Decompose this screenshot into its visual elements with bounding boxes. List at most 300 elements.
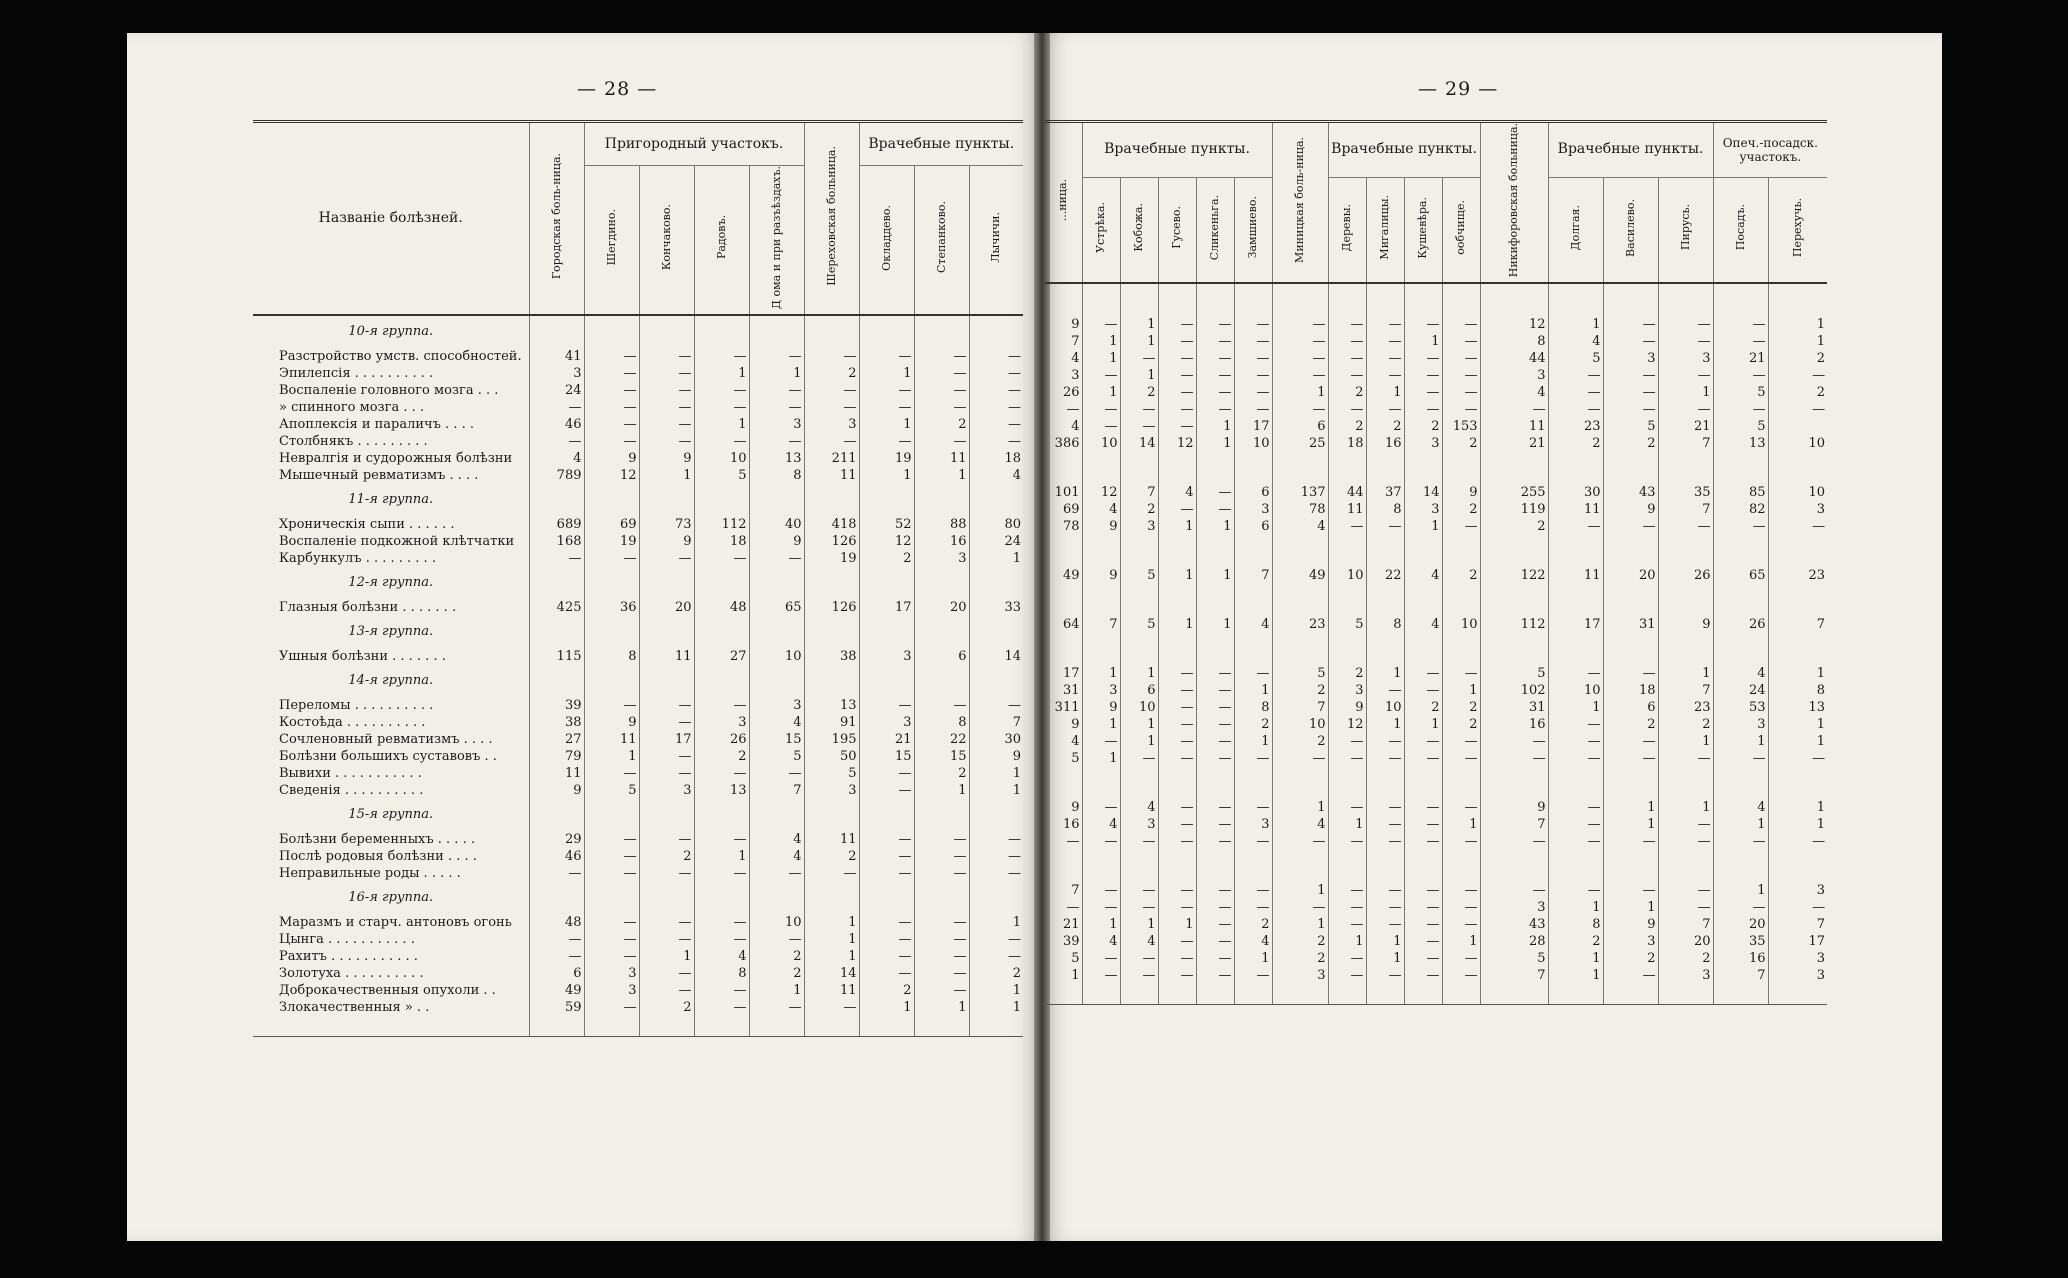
value-cell: — xyxy=(1603,665,1658,682)
value-cell: — xyxy=(1328,950,1366,967)
disease-name: Рахитъ . . . . . . . . . . . xyxy=(279,948,418,964)
value-cell: — xyxy=(584,999,639,1016)
disease-name: Разстройство умств. способностей. xyxy=(279,348,522,364)
col-shegdino: Шегдино. xyxy=(584,166,639,315)
value-cell: 1 xyxy=(694,848,749,865)
table-row xyxy=(253,348,1023,365)
value-cell: 1 xyxy=(1768,665,1827,682)
value-cell: — xyxy=(1404,367,1442,384)
value-cell: — xyxy=(1548,716,1603,733)
group-header-row xyxy=(1045,584,1827,616)
value-cell: 20 xyxy=(1658,933,1713,950)
value-cell: — xyxy=(859,348,914,365)
value-cell: — xyxy=(1404,733,1442,750)
value-cell: 1 xyxy=(969,982,1023,999)
value-cell: — xyxy=(1120,967,1158,984)
col-oobchishe: ообчище. xyxy=(1442,177,1480,283)
value-cell: 1 xyxy=(1196,435,1234,452)
value-cell: 7 xyxy=(969,714,1023,731)
value-cell: — xyxy=(1082,899,1120,916)
value-cell: 48 xyxy=(694,599,749,616)
value-cell: — xyxy=(1196,950,1234,967)
value-cell: — xyxy=(749,399,804,416)
value-cell: — xyxy=(969,433,1023,450)
value-cell: 7 xyxy=(1071,334,1080,350)
sherekh-hospital-header: Шереховская больница. xyxy=(804,122,859,315)
value-cell: — xyxy=(1158,367,1196,384)
value-cell: — xyxy=(1603,833,1658,850)
value-cell: 46 xyxy=(529,848,584,865)
value-cell: — xyxy=(1548,799,1603,816)
value-cell: 2 xyxy=(1120,384,1158,401)
value-cell: 3 xyxy=(1768,950,1827,967)
value-cell: — xyxy=(1658,333,1713,350)
value-cell: 1 xyxy=(1603,899,1658,916)
value-cell: — xyxy=(914,948,969,965)
value-cell: 1 xyxy=(969,914,1023,931)
col-kushevera: Кушевѣра. xyxy=(1404,177,1442,283)
value-cell: 7 xyxy=(1658,501,1713,518)
value-cell: 2 xyxy=(1768,350,1827,367)
value-cell: 5 xyxy=(1713,418,1768,435)
table-row xyxy=(253,533,1023,550)
value-cell: 2 xyxy=(1272,682,1328,699)
value-cell: — xyxy=(1158,665,1196,682)
value-cell: 11 xyxy=(584,731,639,748)
value-cell: 2 xyxy=(1480,518,1548,535)
table-row xyxy=(1045,665,1827,682)
group-label: 11-я группа. xyxy=(348,492,434,508)
value-cell: 79 xyxy=(529,748,584,765)
value-cell: 2 xyxy=(1328,384,1366,401)
value-cell: 1 xyxy=(1071,968,1080,984)
value-cell: 40 xyxy=(749,516,804,533)
value-cell: — xyxy=(1366,750,1404,767)
col-posad: Посадъ. xyxy=(1713,177,1768,283)
value-cell: 1 xyxy=(1082,333,1120,350)
value-cell: — xyxy=(914,382,969,399)
value-cell: 65 xyxy=(749,599,804,616)
value-cell: — xyxy=(1082,799,1120,816)
value-cell: 5 xyxy=(804,765,859,782)
value-cell: — xyxy=(1713,833,1768,850)
value-cell: 1 xyxy=(1366,716,1404,733)
value-cell: — xyxy=(1366,733,1404,750)
value-cell: 10 xyxy=(694,450,749,467)
value-cell: 9 xyxy=(1603,501,1658,518)
value-cell: — xyxy=(1196,799,1234,816)
value-cell: 9 xyxy=(639,533,694,550)
value-cell: — xyxy=(1066,834,1080,850)
value-cell: 5 xyxy=(1272,665,1328,682)
value-cell: — xyxy=(749,550,804,567)
value-cell: — xyxy=(1366,401,1404,418)
city-hospital-header: Городская боль-ница. xyxy=(529,122,584,315)
value-cell: 3 xyxy=(1658,967,1713,984)
table-row xyxy=(1045,750,1827,767)
disease-name: Мышечный ревматизмъ . . . . xyxy=(279,467,479,483)
value-cell: — xyxy=(1234,899,1272,916)
value-cell: 29 xyxy=(529,831,584,848)
value-cell xyxy=(1768,418,1827,435)
value-cell: — xyxy=(584,948,639,965)
value-cell: — xyxy=(1158,733,1196,750)
value-cell: 12 xyxy=(1328,716,1366,733)
value-cell: 7 xyxy=(749,782,804,799)
value-cell: — xyxy=(584,865,639,882)
value-cell: — xyxy=(694,382,749,399)
value-cell: 4 xyxy=(749,714,804,731)
value-cell: 10 xyxy=(749,914,804,931)
value-cell: — xyxy=(584,931,639,948)
value-cell: 6 xyxy=(914,648,969,665)
value-cell: 23 xyxy=(1548,418,1603,435)
disease-name: Золотуха . . . . . . . . . . xyxy=(279,965,424,981)
group-header-row xyxy=(1045,767,1827,799)
table-row xyxy=(253,550,1023,567)
value-cell: — xyxy=(914,931,969,948)
table-row xyxy=(1045,435,1827,452)
value-cell: 137 xyxy=(1272,484,1328,501)
value-cell: — xyxy=(914,848,969,865)
value-cell: — xyxy=(1234,665,1272,682)
value-cell: — xyxy=(1658,833,1713,850)
table-row xyxy=(253,765,1023,782)
value-cell: 1 xyxy=(1196,616,1234,633)
value-cell: — xyxy=(1196,882,1234,899)
value-cell: — xyxy=(694,348,749,365)
value-cell: 1 xyxy=(1158,567,1196,584)
value-cell: — xyxy=(969,697,1023,714)
value-cell: — xyxy=(1082,950,1120,967)
value-cell: 2 xyxy=(914,765,969,782)
value-cell: — xyxy=(1366,367,1404,384)
value-cell: 1 xyxy=(1120,665,1158,682)
value-cell: — xyxy=(1158,418,1196,435)
value-cell: 7 xyxy=(1071,883,1080,899)
value-cell: 5 xyxy=(1713,384,1768,401)
value-cell: — xyxy=(1082,401,1120,418)
value-cell: 19 xyxy=(859,450,914,467)
value-cell: — xyxy=(1196,384,1234,401)
value-cell: 4 xyxy=(1120,799,1158,816)
table-row xyxy=(253,399,1023,416)
value-cell: — xyxy=(1328,316,1366,333)
value-cell: 3 xyxy=(1328,682,1366,699)
table-row xyxy=(1045,833,1827,850)
value-cell: — xyxy=(584,382,639,399)
col-migalitsy: Мигалицы. xyxy=(1366,177,1404,283)
value-cell: 2 xyxy=(1328,665,1366,682)
value-cell: — xyxy=(1120,350,1158,367)
value-cell: — xyxy=(804,999,859,1016)
value-cell: 1 xyxy=(1196,518,1234,535)
value-cell: 7 xyxy=(1234,567,1272,584)
value-cell: 1 xyxy=(1158,518,1196,535)
value-cell: 15 xyxy=(859,748,914,765)
value-cell: 88 xyxy=(914,516,969,533)
value-cell: 9 xyxy=(1603,916,1658,933)
table-row xyxy=(253,865,1023,882)
value-cell: — xyxy=(859,831,914,848)
value-cell: — xyxy=(1603,750,1658,767)
value-cell: 23 xyxy=(1272,616,1328,633)
value-cell: 4 xyxy=(1071,734,1080,750)
table-row xyxy=(1045,899,1827,916)
value-cell: 20 xyxy=(639,599,694,616)
value-cell: — xyxy=(1548,401,1603,418)
value-cell: — xyxy=(1442,665,1480,682)
value-cell: — xyxy=(1548,882,1603,899)
col-okladdevo: Окладдево. xyxy=(859,166,914,315)
table-row xyxy=(1045,733,1827,750)
value-cell: — xyxy=(584,765,639,782)
value-cell: 38 xyxy=(529,714,584,731)
value-cell: 13 xyxy=(1713,435,1768,452)
value-cell: 8 xyxy=(1366,501,1404,518)
table-row xyxy=(1045,418,1827,435)
value-cell: — xyxy=(639,433,694,450)
page-number-right: — 29 — xyxy=(1418,78,1499,100)
value-cell: — xyxy=(1234,833,1272,850)
value-cell: 1 xyxy=(1442,933,1480,950)
value-cell: 49 xyxy=(529,982,584,999)
value-cell: 3 xyxy=(1404,435,1442,452)
table-row xyxy=(253,848,1023,865)
table-row xyxy=(1045,816,1827,833)
value-cell: — xyxy=(1272,750,1328,767)
value-cell: 26 xyxy=(1658,567,1713,584)
value-cell: — xyxy=(694,399,749,416)
value-cell: — xyxy=(1442,333,1480,350)
value-cell: 1 xyxy=(1404,333,1442,350)
value-cell: 1 xyxy=(1082,350,1120,367)
suburb-group-header: Пригородный участокъ. xyxy=(584,122,804,166)
value-cell: 30 xyxy=(969,731,1023,748)
value-cell: 1 xyxy=(1548,967,1603,984)
value-cell: — xyxy=(1328,833,1366,850)
value-cell: — xyxy=(1328,899,1366,916)
value-cell: — xyxy=(1196,816,1234,833)
group-header-row xyxy=(1045,283,1827,316)
value-cell: — xyxy=(639,714,694,731)
value-cell: 78 xyxy=(1272,501,1328,518)
value-cell: 1 xyxy=(969,782,1023,799)
value-cell: — xyxy=(1196,350,1234,367)
value-cell: — xyxy=(1196,833,1234,850)
value-cell: — xyxy=(1158,350,1196,367)
value-cell: 7 xyxy=(1658,916,1713,933)
value-cell: 17 xyxy=(1548,616,1603,633)
value-cell: — xyxy=(1366,518,1404,535)
value-cell: 43 xyxy=(1480,916,1548,933)
value-cell: 1 xyxy=(1272,882,1328,899)
value-cell: — xyxy=(1442,899,1480,916)
value-cell: — xyxy=(529,865,584,882)
value-cell: — xyxy=(1234,882,1272,899)
value-cell: — xyxy=(1480,733,1548,750)
value-cell: 24 xyxy=(1713,682,1768,699)
value-cell: — xyxy=(1442,950,1480,967)
value-cell: — xyxy=(694,982,749,999)
value-cell: — xyxy=(1234,350,1272,367)
value-cell: 4 xyxy=(749,831,804,848)
value-cell: 10 xyxy=(1328,567,1366,584)
value-cell: — xyxy=(1272,401,1328,418)
value-cell: — xyxy=(584,848,639,865)
group-header-row xyxy=(1045,535,1827,567)
value-cell: 1 xyxy=(1768,333,1827,350)
value-cell: 2 xyxy=(1404,699,1442,716)
value-cell: — xyxy=(1548,367,1603,384)
value-cell: 2 xyxy=(1658,716,1713,733)
value-cell: 1 xyxy=(1713,733,1768,750)
value-cell: — xyxy=(1158,799,1196,816)
value-cell: — xyxy=(1404,401,1442,418)
value-cell: 2 xyxy=(1603,435,1658,452)
value-cell: 28 xyxy=(1480,933,1548,950)
value-cell: — xyxy=(639,748,694,765)
value-cell: — xyxy=(1272,333,1328,350)
value-cell: — xyxy=(1066,900,1080,916)
value-cell: — xyxy=(1234,333,1272,350)
value-cell: — xyxy=(1158,384,1196,401)
value-cell: 41 xyxy=(529,348,584,365)
value-cell: — xyxy=(1603,733,1658,750)
value-cell: — xyxy=(914,433,969,450)
value-cell: — xyxy=(1658,316,1713,333)
value-cell: 22 xyxy=(914,731,969,748)
value-cell: — xyxy=(1158,882,1196,899)
value-cell: — xyxy=(1603,518,1658,535)
value-cell: 36 xyxy=(584,599,639,616)
table-row xyxy=(253,999,1023,1016)
value-cell: — xyxy=(1404,316,1442,333)
value-cell: — xyxy=(584,416,639,433)
value-cell: 16 xyxy=(1062,817,1080,833)
value-cell: 1 xyxy=(1768,316,1827,333)
table-row xyxy=(253,599,1023,616)
value-cell: — xyxy=(1442,916,1480,933)
value-cell: 4 xyxy=(1158,484,1196,501)
value-cell: 9 xyxy=(529,782,584,799)
disease-name: Злокачественныя » . . xyxy=(279,999,430,1015)
value-cell: — xyxy=(694,831,749,848)
table-row xyxy=(1045,316,1827,333)
table-row xyxy=(1045,882,1827,899)
value-cell: — xyxy=(804,433,859,450)
value-cell: 59 xyxy=(529,999,584,1016)
value-cell: 11 xyxy=(914,450,969,467)
value-cell: — xyxy=(1196,733,1234,750)
value-cell: — xyxy=(1328,799,1366,816)
value-cell: — xyxy=(1366,333,1404,350)
table-row xyxy=(253,382,1023,399)
value-cell: 3 xyxy=(749,697,804,714)
value-cell: — xyxy=(1603,882,1658,899)
value-cell: 1 xyxy=(1120,916,1158,933)
value-cell: 2 xyxy=(1120,501,1158,518)
value-cell: 1 xyxy=(914,782,969,799)
group-header-row xyxy=(253,484,1023,516)
table-row xyxy=(253,982,1023,999)
value-cell: — xyxy=(1158,833,1196,850)
value-cell: 80 xyxy=(969,516,1023,533)
value-cell: 8 xyxy=(1234,699,1272,716)
table-row xyxy=(1045,518,1827,535)
group-header-row xyxy=(1045,633,1827,665)
value-cell: — xyxy=(1658,518,1713,535)
value-cell: 1 xyxy=(1658,665,1713,682)
value-cell: 20 xyxy=(1713,916,1768,933)
table-row xyxy=(253,467,1023,484)
value-cell: — xyxy=(914,914,969,931)
disease-name-header: Названіе болѣзней. xyxy=(253,122,529,315)
value-cell: 37 xyxy=(1366,484,1404,501)
value-cell: — xyxy=(1603,384,1658,401)
table-row xyxy=(1045,401,1827,418)
table-row xyxy=(253,948,1023,965)
value-cell: — xyxy=(584,433,639,450)
value-cell: — xyxy=(969,416,1023,433)
disease-name: Сочленовный ревматизмъ . . . . xyxy=(279,731,493,747)
value-cell: — xyxy=(639,416,694,433)
value-cell: 3 xyxy=(1404,501,1442,518)
value-cell: — xyxy=(1158,899,1196,916)
value-cell: — xyxy=(639,399,694,416)
value-cell: — xyxy=(1158,699,1196,716)
value-cell: 16 xyxy=(1366,435,1404,452)
value-cell: 4 xyxy=(1120,933,1158,950)
value-cell: — xyxy=(1082,367,1120,384)
value-cell: 2 xyxy=(914,416,969,433)
value-cell: 1 xyxy=(1272,916,1328,933)
value-cell: 3 xyxy=(584,982,639,999)
value-cell: 3 xyxy=(804,416,859,433)
value-cell: 5 xyxy=(1480,950,1548,967)
table-row xyxy=(253,782,1023,799)
value-cell: 2 xyxy=(1442,699,1480,716)
value-cell: — xyxy=(859,382,914,399)
value-cell: — xyxy=(1328,401,1366,418)
value-cell: 1 xyxy=(804,931,859,948)
value-cell: — xyxy=(1082,882,1120,899)
value-cell: — xyxy=(1272,899,1328,916)
value-cell: 101 xyxy=(1054,485,1080,501)
value-cell: 1 xyxy=(1196,567,1234,584)
value-cell: 82 xyxy=(1713,501,1768,518)
value-cell: 2 xyxy=(804,848,859,865)
value-cell: — xyxy=(694,914,749,931)
value-cell: 10 xyxy=(1234,435,1272,452)
value-cell: 7 xyxy=(1768,616,1827,633)
value-cell: — xyxy=(1328,518,1366,535)
value-cell: — xyxy=(1272,833,1328,850)
value-cell: 12 xyxy=(859,533,914,550)
value-cell: 122 xyxy=(1480,567,1548,584)
value-cell: 418 xyxy=(804,516,859,533)
value-cell: — xyxy=(1082,418,1120,435)
group-label: 15-я группа. xyxy=(348,807,434,823)
value-cell: 22 xyxy=(1366,567,1404,584)
col-zamshievo: Замшиево. xyxy=(1234,177,1272,283)
value-cell: — xyxy=(969,365,1023,382)
value-cell: 195 xyxy=(804,731,859,748)
value-cell: — xyxy=(1548,384,1603,401)
table-row xyxy=(1045,967,1827,984)
value-cell: 9 xyxy=(1328,699,1366,716)
value-cell: — xyxy=(1548,665,1603,682)
